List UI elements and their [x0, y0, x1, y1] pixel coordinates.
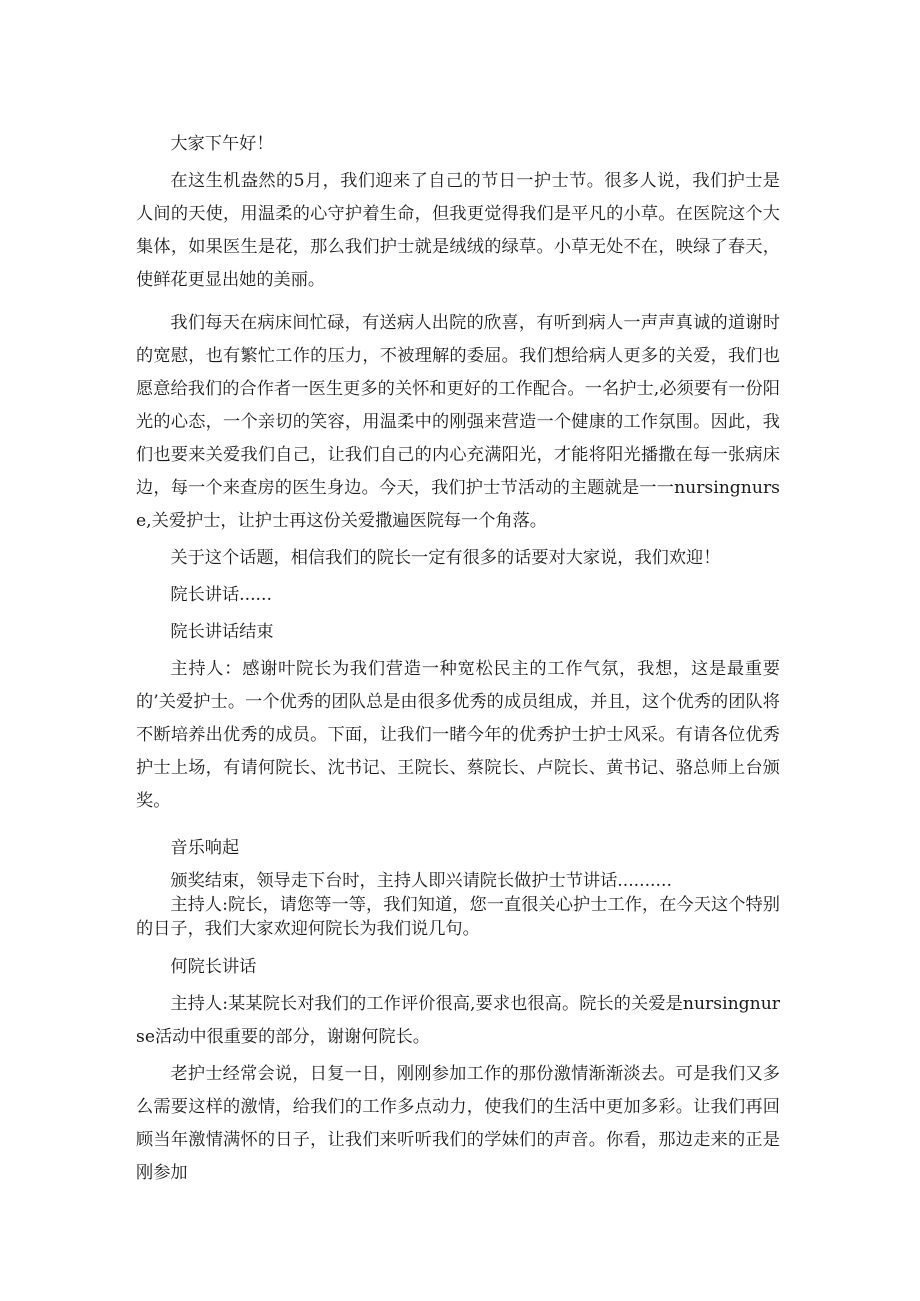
award-end-note: 颁奖结束，领导走下台时，主持人即兴请院长做护士节讲话..........: [170, 871, 672, 891]
host-response-paragraph: 主持人:某某院长对我们的工作评价很高,要求也很高。院长的关爱是nursingnurse活动中很重要的部分，谢谢何院长。: [136, 994, 780, 1047]
host-invite-paragraph: 主持人:院长，请您等一等，我们知道，您一直很关心护士工作，在今天这个特别的日子，我们大家欢迎何院长为我们说几句。: [136, 895, 780, 939]
he-dean-speech-note: 何院长讲话: [170, 957, 257, 977]
host-thanks-paragraph: 主持人：感谢叶院长为我们营造一种宽松民主的工作气氛，我想，这是最重要的’关爱护士。一个优秀的团队总是由很多优秀的成员组成，并且，这个优秀的团队将不断培养出优秀的成员。下面，让我们一睹今年的优秀护士护士风采。有请各位优秀护士上场，有请何院长、沈书记、王院长、蔡院长、卢院长、黄书记、骆总师上台颁奖。: [136, 659, 780, 811]
welcome-dean-paragraph: 关于这个话题，相信我们的院长一定有很多的话要对大家说，我们欢迎！: [170, 548, 721, 568]
music-note: 音乐响起: [170, 838, 240, 858]
document-body: [136, 128, 780, 1190]
intro-paragraph: 在这生机盎然的5月，我们迎来了自己的节日一护士节。很多人说，我们护士是人间的天使，用温柔的心守护着生命，但我更觉得我们是平凡的小草。在医院这个大集体，如果医生是花，那么我们护士就是绒绒的绿草。小草无处不在，映绿了春天，使鲜花更显出她的美丽。: [136, 171, 780, 290]
dean-speech-end-note: 院长讲话结束: [170, 622, 274, 642]
daily-work-paragraph: 我们每天在病床间忙碌，有送病人出院的欣喜，有听到病人一声声真诚的道谢时的宽慰，也有繁忙工作的压力，不被理解的委屈。我们想给病人更多的关爱，我们也愿意给我们的合作者一医生更多的关怀和更好的工作配合。一名护士,必须要有一份阳光的心态，一个亲切的笑容，用温柔中的刚强来营造一个健康的工作氛围。因此，我们也要来关爱我们自己，让我们自己的内心充满阳光，才能将阳光播撒在每一张病床边，每一个来查房的医生身边。今天，我们护士节活动的主题就是一一nursingnurse,关爱护士，让护士再这份关爱撒遍医院每一个角落。: [136, 313, 780, 531]
greeting: 大家下午好！: [170, 134, 274, 154]
veteran-nurse-paragraph: 老护士经常会说，日复一日，刚刚参加工作的那份激情渐渐淡去。可是我们又多么需要这样的激情，给我们的工作多点动力，使我们的生活中更加多彩。让我们再回顾当年激情满怀的日子，让我们来听听我们的学妹们的声音。你看，那边走来的正是刚参加: [136, 1064, 780, 1183]
dean-speech-note: 院长讲话......: [170, 585, 272, 605]
